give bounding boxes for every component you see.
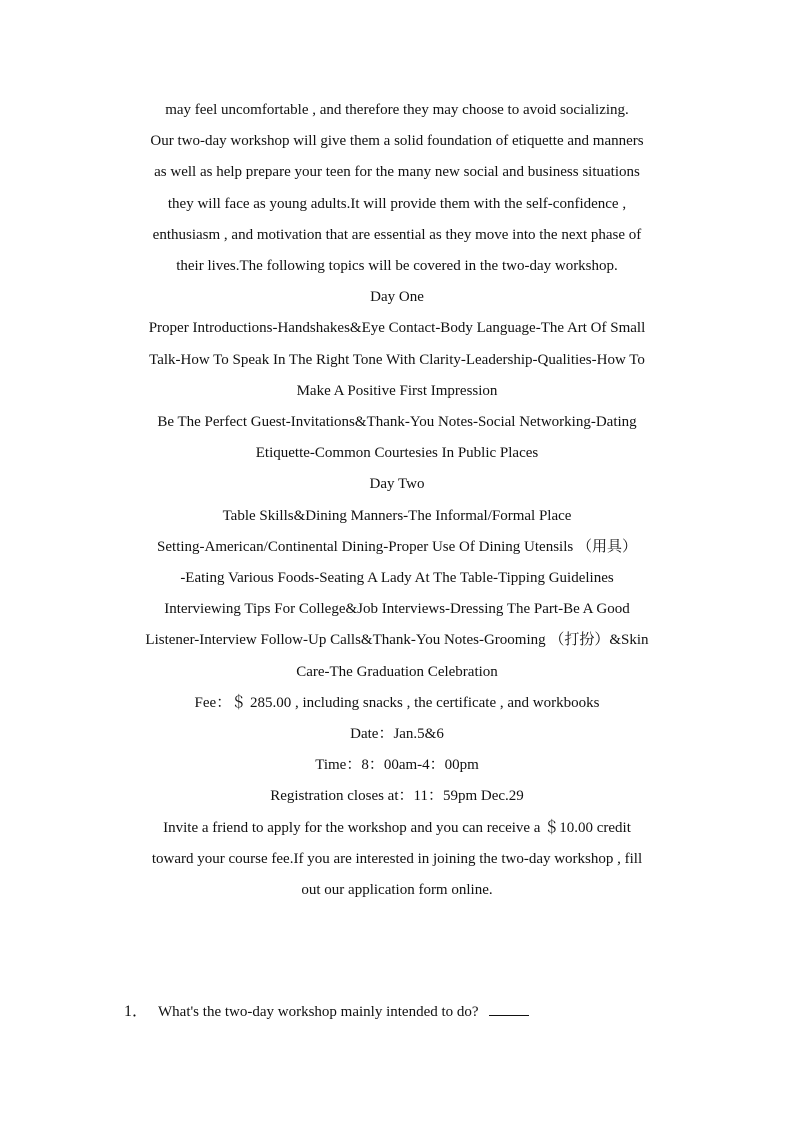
passage-line: Invite a friend to apply for the workshop and you can receive a ＄10.00 credit	[163, 819, 631, 836]
passage-line: they will face as young adults.It will provide them with the self-confidence ,	[167, 195, 627, 212]
passage-line: Setting-American/Continental Dining-Proper Use Of Dining Utensils （用具）	[157, 538, 637, 555]
passage-line: Interviewing Tips For College&Job Interviews-Dressing The Part-Be A Good	[164, 601, 630, 618]
passage-line: their lives.The following topics will be covered in the two-day workshop.	[176, 258, 618, 275]
passage-line: as well as help prepare your teen for the many new social and business situations	[154, 164, 640, 181]
passage-line: Care-The Graduation Celebration	[296, 663, 498, 680]
fee-line: Fee：＄ 285.00 , including snacks , the certificate , and workbooks	[194, 694, 600, 711]
question-number: 1．	[124, 1003, 149, 1020]
question-text: What's the two-day workshop mainly intended to do?	[158, 1004, 479, 1020]
registration-line: Registration closes at：11：59pm Dec.29	[270, 788, 524, 805]
passage-line: Our two-day workshop will give them a solid foundation of etiquette and manners	[150, 133, 644, 150]
passage-line: -Eating Various Foods-Seating A Lady At The Table-Tipping Guidelines	[180, 570, 614, 587]
question-1	[124, 996, 529, 1028]
date-line: Date：Jan.5&6	[350, 726, 444, 743]
passage-line: toward your course fee.If you are interested in joining the two-day workshop , fill	[151, 850, 643, 867]
passage-line: Talk-How To Speak In The Right Tone With Clarity-Leadership-Qualities-How To	[149, 351, 645, 368]
section-heading-day-two: Day Two	[369, 476, 425, 493]
passage-line: Table Skills&Dining Manners-The Informal/Formal Place	[222, 507, 572, 524]
passage-line: Make A Positive First Impression	[296, 382, 498, 399]
section-heading-day-one: Day One	[370, 289, 424, 306]
answer-blank[interactable]	[489, 1001, 529, 1016]
time-line: Time：8：00am-4：00pm	[315, 757, 479, 774]
passage-line: enthusiasm , and motivation that are essential as they move into the next phase of	[152, 226, 642, 243]
passage-line: out our application form online.	[301, 882, 493, 899]
passage-line: may feel uncomfortable , and therefore they may choose to avoid socializing.	[165, 102, 629, 118]
passage	[100, 95, 694, 906]
passage-line: Etiquette-Common Courtesies In Public Places	[255, 445, 539, 462]
passage-line: Proper Introductions-Handshakes&Eye Contact-Body Language-The Art Of Small	[148, 320, 646, 337]
passage-line: Listener-Interview Follow-Up Calls&Thank-You Notes-Grooming （打扮）&Skin	[145, 632, 649, 649]
passage-line: Be The Perfect Guest-Invitations&Thank-You Notes-Social Networking-Dating	[157, 414, 637, 431]
